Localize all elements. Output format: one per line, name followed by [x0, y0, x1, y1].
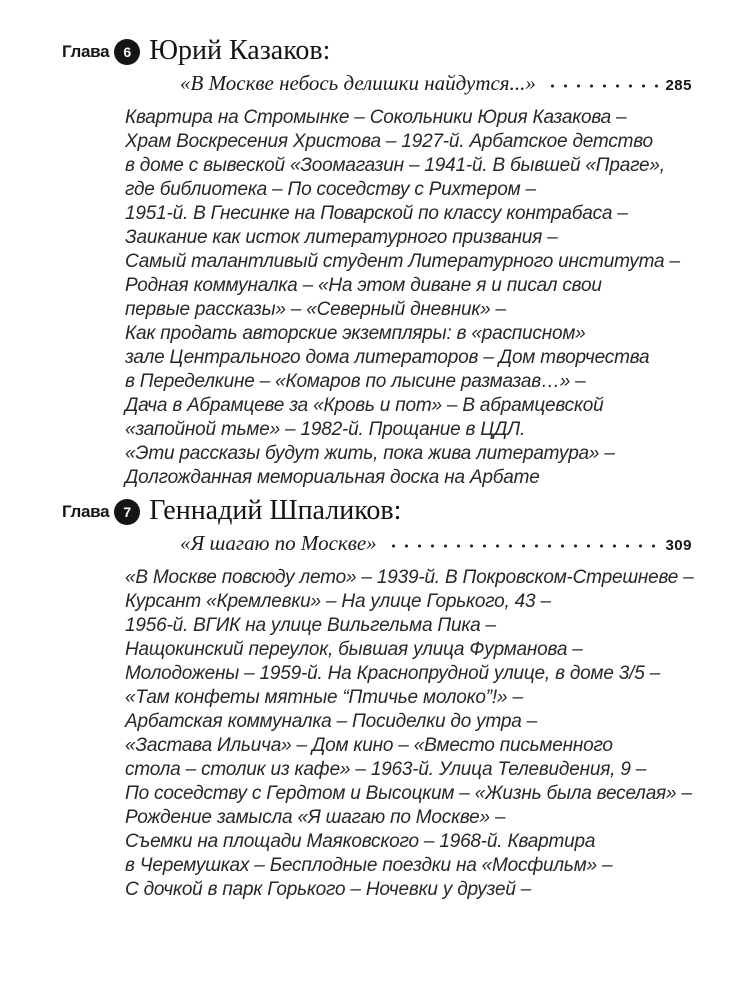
description-line: Долгожданная мемориальная доска на Арбате — [125, 467, 540, 488]
description-line: зале Центрального дома литераторов – Дом творчества — [125, 347, 650, 368]
description-line: где библиотека – По соседству с Рихтером – — [125, 179, 536, 200]
description-line: в доме с вывеской «Зоомагазин – 1941-й. В бывшей «Праге», — [125, 155, 665, 176]
description-line: Заикание как исток литературного призвания – — [125, 227, 558, 248]
description-line: Курсант «Кремлевки» – На улице Горького, 43 – — [125, 591, 551, 612]
chapter-label: Глава — [62, 42, 110, 61]
chapter-subtitle: «В Москве небось делишки найдутся...» — [180, 71, 536, 95]
description-line: Дача в Абрамцеве за «Кровь и пот» – В абрамцевской — [125, 395, 604, 416]
chapter-7-subtitle-row — [180, 527, 692, 557]
dot-leader — [546, 81, 664, 91]
description-line: С дочкой в парк Горького – Ночевки у друзей – — [125, 879, 532, 900]
description-line: Как продать авторские экземпляры: в «расписном» — [125, 323, 586, 344]
chapter-6-header — [62, 36, 694, 66]
description-line: «запойной тьме» – 1982-й. Прощание в ЦДЛ. — [125, 419, 526, 440]
chapter-entry-6 — [62, 36, 694, 490]
chapter-number-badge — [114, 39, 140, 65]
description-line: «Застава Ильича» – Дом кино – «Вместо письменного — [125, 735, 613, 756]
chapter-title: Юрий Казаков: — [149, 35, 331, 66]
description-line: «Там конфеты мятные “Птичье молоко”!» – — [125, 687, 523, 708]
description-line: Нащокинский переулок, бывшая улица Фурманова – — [125, 639, 583, 660]
chapter-label: Глава — [62, 502, 110, 521]
description-line: 1951-й. В Гнесинке на Поварской по классу контрабаса – — [125, 203, 628, 224]
chapter-title: Геннадий Шпаликов: — [149, 495, 402, 526]
description-line: 1956-й. ВГИК на улице Вильгельма Пика – — [125, 615, 496, 636]
chapter-subtitle: «Я шагаю по Москве» — [180, 531, 377, 555]
description-line: «Эти рассказы будут жить, пока жива литература» – — [125, 443, 615, 464]
description-line: Рождение замысла «Я шагаю по Москве» – — [125, 807, 506, 828]
chapter-number: 6 — [123, 44, 132, 60]
description-line: «В Москве повсюду лето» – 1939-й. В Покровском-Стрешневе – — [125, 567, 694, 588]
chapter-entry-7 — [62, 496, 694, 902]
dot-leader — [387, 541, 664, 551]
chapter-6-description — [125, 106, 680, 490]
description-line: в Черемушках – Бесплодные поездки на «Мосфильм» – — [125, 855, 613, 876]
page-number: 285 — [665, 77, 692, 94]
description-line: Съемки на площади Маяковского – 1968-й. Квартира — [125, 831, 596, 852]
chapter-6-subtitle-row — [180, 67, 692, 97]
description-line: Арбатская коммуналка – Посиделки до утра – — [125, 711, 538, 732]
description-line: в Переделкине – «Комаров по лысине размазав…» – — [125, 371, 586, 392]
description-line: По соседству с Гердтом и Высоцким – «Жизнь была веселая» – — [125, 783, 692, 804]
description-line: стола – столик из кафе» – 1963-й. Улица Телевидения, 9 – — [125, 759, 647, 780]
chapter-7-description — [125, 566, 694, 902]
chapter-number-badge — [114, 499, 140, 525]
chapter-7-header — [62, 496, 694, 526]
description-line: Квартира на Стромынке – Сокольники Юрия Казакова – — [125, 107, 627, 128]
description-line: Молодожены – 1959-й. На Краснопрудной улице, в доме 3/5 – — [125, 663, 661, 684]
description-line: Храм Воскресения Христова – 1927-й. Арбатское детство — [125, 131, 653, 152]
description-line: Самый талантливый студент Литературного института – — [125, 251, 680, 272]
page-number: 309 — [665, 537, 692, 554]
description-line: первые рассказы» – «Северный дневник» – — [125, 299, 506, 320]
description-line: Родная коммуналка – «На этом диване я и писал свои — [125, 275, 602, 296]
chapter-number: 7 — [123, 504, 132, 520]
